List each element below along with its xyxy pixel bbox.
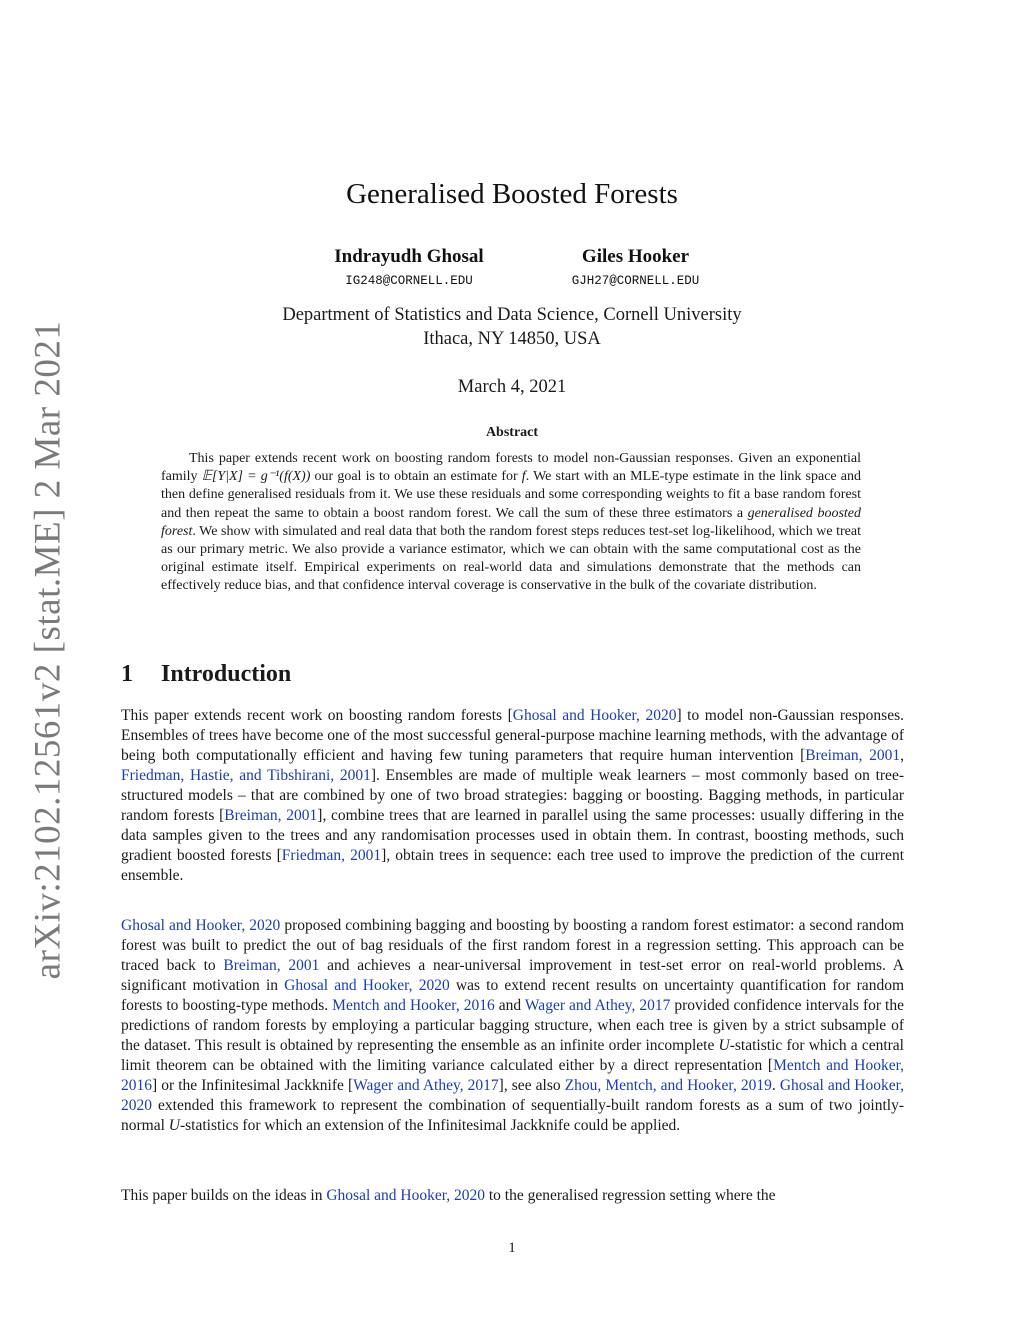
abstract-emphasis: generalised boosted forest bbox=[161, 505, 862, 539]
paragraph-text: This paper builds on the ideas in bbox=[121, 1187, 327, 1204]
author-name: Giles Hooker bbox=[581, 246, 690, 267]
author-2 bbox=[548, 246, 723, 288]
paper-title: Generalised Boosted Forests bbox=[346, 178, 678, 210]
paragraph-2 bbox=[121, 916, 904, 1136]
citation-link[interactable]: Wager and Athey, 2017 bbox=[524, 997, 671, 1014]
abstract-body bbox=[161, 450, 861, 596]
citation-link[interactable]: Mentch and Hooker, 2016 bbox=[332, 997, 495, 1014]
paragraph-text: was to extend recent results on uncertainty quantification for random forests to boosting-type methods. bbox=[121, 977, 904, 1014]
section-title: Introduction bbox=[161, 661, 292, 687]
paragraph-text: -statistic for which a central limit theorem can be obtained with the limiting variance calculated either by a direct representation [ bbox=[121, 1037, 904, 1074]
paragraph-text: provided confidence intervals for the predictions of random forests by employing a particular bagging structure, when each tree is given by a strict subsample of the dataset. This result is obtained by representing the ensemble as an infinite order incomplete bbox=[121, 997, 904, 1054]
paragraph-text: , bbox=[900, 747, 904, 764]
paragraph-text: ]. Ensembles are made of multiple weak learners – most commonly based on tree-structured models – that are combined by one of two broad strategies: bagging or boosting. Bagging methods, in particular random forests [ bbox=[121, 767, 904, 824]
paragraph-text: ] or the Infinitesimal Jackknife [ bbox=[152, 1077, 354, 1094]
paragraph-text: to the generalised regression setting where the bbox=[485, 1187, 776, 1204]
affiliation-department: Department of Statistics and Data Science, Cornell University bbox=[282, 305, 742, 325]
paragraph-text: extended this framework to represent the combination of sequentially-built random forests as a sum of two jointly-normal bbox=[121, 1097, 904, 1134]
citation-link[interactable]: Friedman, Hastie, and Tibshirani, 2001 bbox=[121, 767, 371, 784]
paragraph-text: proposed combining bagging and boosting by boosting a random forest estimator: a second random forest was built to predict the out of bag residuals of the first random forest in a regression setting. This approach can be traced back to bbox=[121, 917, 905, 974]
paragraph-text: and achieves a near-universal improvement in test-set error on real-world problems. A significant motivation in bbox=[121, 957, 904, 994]
citation-link[interactable]: Breiman, 2001 bbox=[224, 807, 318, 824]
citation-link[interactable]: Breiman, 2001 bbox=[805, 747, 901, 764]
math-symbol: U bbox=[718, 1037, 730, 1054]
abstract-heading: Abstract bbox=[485, 425, 539, 440]
author-name: Indrayudh Ghosal bbox=[334, 246, 484, 267]
paragraph-text: ] to model non-Gaussian responses. Ensembles of trees have become one of the most successful general-purpose machine learning methods, with the advantage of being both computationally efficient and having few tuning parameters that require human intervention [ bbox=[121, 707, 905, 764]
abstract-formula: f bbox=[521, 469, 526, 485]
author-block bbox=[0, 246, 1024, 306]
paragraph-text: -statistics for which an extension of the Infinitesimal Jackknife could be applied. bbox=[179, 1117, 681, 1134]
citation-link[interactable]: Ghosal and Hooker, 2020 bbox=[121, 1077, 905, 1114]
paragraph-text: . bbox=[771, 1077, 780, 1094]
paragraph-1 bbox=[121, 706, 904, 886]
author-email: GJH27@CORNELL.EDU bbox=[571, 274, 700, 288]
paragraph-text: and bbox=[494, 997, 525, 1014]
abstract-text: This paper extends recent work on boosting random forests to model non-Gaussian responses. Given an exponential family bbox=[161, 451, 861, 485]
paragraph-text: ], see also bbox=[498, 1077, 565, 1094]
affiliation bbox=[0, 303, 1024, 351]
citation-link[interactable]: Ghosal and Hooker, 2020 bbox=[512, 707, 677, 724]
abstract-formula: 𝔼[Y|X] = g⁻¹(f(X)) bbox=[201, 469, 311, 485]
paragraph-3 bbox=[121, 1186, 904, 1206]
citation-link[interactable]: Breiman, 2001 bbox=[223, 957, 320, 974]
citation-link[interactable]: Ghosal and Hooker, 2020 bbox=[326, 1187, 485, 1204]
abstract-text: . We start with an MLE-type estimate in the link space and then define generalised residuals from it. We use these residuals and some corresponding weights to fit a base random forest and then repeat the same to obtain a boost random forest. We call the sum of these three estimators a bbox=[161, 469, 861, 521]
author-1 bbox=[300, 246, 518, 288]
paragraph-text: ], obtain trees in sequence: each tree used to improve the prediction of the current ensemble. bbox=[121, 847, 904, 884]
arxiv-identifier: arXiv:2102.12561v2 [stat.ME] 2 Mar 2021 bbox=[27, 320, 69, 980]
math-symbol: U bbox=[168, 1117, 180, 1134]
affiliation-location: Ithaca, NY 14850, USA bbox=[423, 329, 601, 349]
citation-link[interactable]: Mentch and Hooker, 2016 bbox=[121, 1057, 904, 1094]
section-heading-introduction bbox=[121, 661, 291, 688]
author-email: IG248@CORNELL.EDU bbox=[345, 274, 473, 288]
citation-link[interactable]: Wager and Athey, 2017 bbox=[353, 1077, 499, 1094]
section-number: 1 bbox=[121, 661, 133, 687]
citation-link[interactable]: Ghosal and Hooker, 2020 bbox=[121, 917, 281, 934]
paper-date: March 4, 2021 bbox=[457, 377, 567, 397]
abstract-text: our goal is to obtain an estimate for bbox=[310, 469, 522, 485]
citation-link[interactable]: Friedman, 2001 bbox=[281, 847, 382, 864]
paragraph-text: This paper extends recent work on boosting random forests [ bbox=[121, 707, 513, 724]
paragraph-text: ], combine trees that are learned in parallel using the same processes: usually differing in the data samples given to the trees and any randomisation processes used in obtain them. In contrast, boosting methods, such gradient boosted forests [ bbox=[121, 807, 904, 864]
page-number: 1 bbox=[508, 1240, 516, 1256]
citation-link[interactable]: Zhou, Mentch, and Hooker, 2019 bbox=[564, 1077, 772, 1094]
abstract-text: . We show with simulated and real data that both the random forest steps reduces test-set log-likelihood, which we treat as our primary metric. We also provide a variance estimator, which we can obtain with the same computational cost as the original estimate itself. Empirical experiments on real-world data and simulations demonstrate that the methods can effectively reduce bias, and that confidence interval coverage is conservative in the bulk of the covariate distribution. bbox=[161, 523, 861, 594]
citation-link[interactable]: Ghosal and Hooker, 2020 bbox=[284, 977, 450, 994]
